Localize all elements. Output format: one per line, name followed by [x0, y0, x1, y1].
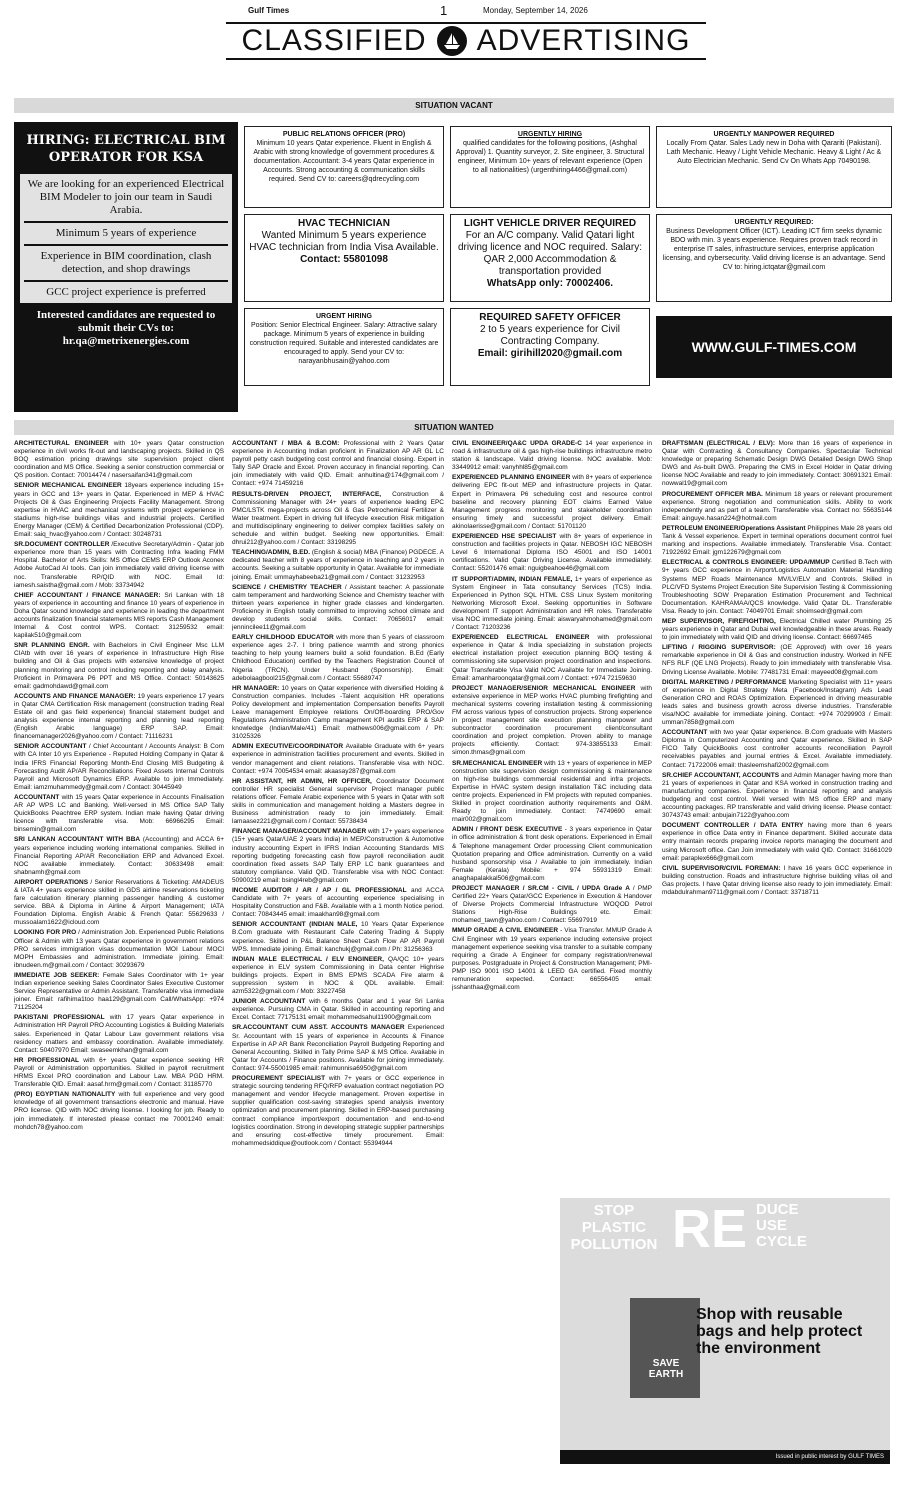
listing-text: / PMP Certified 22+ Years Qatar/GCC Experience in Execution & Handover of Diverse Projects Commercial Infrastructure WOQOD Petrol Stations High-Rise Buildings etc. Email: mohamed_tawn@yahoo.com / Contact: 55697919	[452, 884, 652, 925]
listing-heading: CIVIL SUPERVISOR/CIVIL FOREMAN:	[662, 864, 784, 872]
classified-listing	[662, 729, 892, 769]
listing-heading: SENIOR ACCOUNTANT	[14, 743, 89, 751]
listing-heading: PROJECT MANAGER/SENIOR MECHANICAL ENGINEER	[452, 684, 641, 692]
electrical-engineer-ad	[244, 308, 444, 386]
bim-ad-line: Experience in BIM coordination, clash detection, and shop drawings	[24, 246, 228, 282]
masthead	[226, 22, 706, 60]
listing-text: 1+ years of experience as System Engineer in Tata consultancy Services (TCS) India. Experienced in Python SQL HTML CSS Linux System monitoring Networking Microsoft Excel. Seeking opportunities in Software development IT support Administration and HR roles. Transferable visa NOC immediate joining. Email: aiswaryahmohamed@gmail.com / Contact: 71203236	[452, 575, 652, 632]
classified-listing	[14, 879, 224, 928]
listing-text: with 8+ years of experience in construction and facilities projects in Qatar. NEBOSH IGC NEBOSH Level 6 International Diploma ISO 45001 and ISO 14001 certifications. Valid Qatar Driving License. Available immediately. Contact: 55201476 email: nguigbeahoe46@gmail.com	[452, 533, 652, 573]
manpower-ad-body: Locally From Qatar. Sales Lady new in Doha with Qarariti (Pakistani). Lath Mechanic. Heavy / Light Vehicle Mechanic. Heavy & Light / Ac & Auto Electrician Mechanic. Send Cv On Whats App 70490198.	[666, 140, 882, 165]
masthead-title-right: ADVERTISING	[476, 24, 691, 57]
classified-listing	[662, 440, 892, 489]
duce-use-cycle	[756, 1202, 807, 1250]
listing-text: with 6 months Qatar and 1 year Sri Lanka experience. Pursuing CMA in Qatar. Skilled in accounting reporting and Excel. Contact: 77175131 email: mohammedsahul11900@gmail.com	[232, 998, 444, 1022]
classified-listing	[662, 644, 892, 676]
listing-heading: AIRPORT OPERATIONS	[14, 878, 91, 886]
listing-heading: SR.ACCOUNTANT CUM ASST. ACCOUNTS MANAGER	[232, 1024, 408, 1032]
listing-heading: EXPERIENCED PLANNING ENGINEER	[452, 474, 573, 482]
listing-text: Available Graduate with 6+ years experience in administration facilities procurement and events. Skilled in vendor management and client relations. Transferable visa with NOC. Contact: +974 70054534 email: akaasay287@gmail.com	[232, 743, 444, 775]
classified-listing	[232, 998, 444, 1022]
masthead-title-left: CLASSIFIED	[241, 24, 427, 57]
classified-listing	[14, 743, 224, 792]
listing-heading: PROCUREMENT OFFICER MBA.	[662, 490, 766, 498]
classified-listing	[232, 921, 444, 953]
classified-listing	[14, 972, 224, 1012]
classified-listing	[14, 1014, 224, 1054]
listing-heading: RESULTS-DRIVEN PROJECT, INTERFACE,	[232, 490, 393, 498]
listing-text: 10 years on Qatar experience with diversified Holding & Construction companies. Includes -Talent acquisition HR operations Policy development and implementation Compensation benefits Payroll Leave management Employee relations On/Off-boarding PRO/Gov Regulations Administration Camp management KPI audits ERP & SAP knowledge (Indian/Male/41) Email: mathews006@gmail.com / Ph: 31025326	[232, 684, 444, 741]
safety-officer-ad	[450, 308, 650, 386]
section-situation-wanted: SITUATION WANTED	[14, 420, 894, 435]
classified-listing	[452, 533, 652, 573]
listing-heading: ADMIN / FRONT DESK EXECUTIVE	[452, 826, 565, 834]
bim-operator-ad	[14, 122, 238, 412]
stop-pollution-text: STOP PLASTIC POLLUTION	[570, 1202, 658, 1253]
listing-text: with 8+ years of experience delivering EPC fit-out MEP and infrastructure projects in Qatar. Expert in Primavera P6 scheduling cost and resource control baseline and recovery planning EOT claims Earned Value Management progress monitoring and stakeholder coordination ensuring timely and successful project delivery. Email: akinolaerisse@gmail.com / Contact: 51701120	[452, 474, 652, 530]
listing-text: with professional experience in Qatar & India specializing in substation projects electrical installation project execution planning BOQ testing & commissioning site supervision project coordination and inspections. Qatar Transferable Visa Valid NOC Available for Immediate Joining. Email: amanharoonqatar@gmail.com / Contact: +974 72159630	[452, 634, 652, 682]
classified-listing	[232, 440, 444, 489]
listing-heading: ACCOUNTS AND FINANCE MANAGER:	[14, 692, 138, 700]
driver-ad-contact: WhatsApp only: 70002406.	[486, 278, 614, 289]
wanted-column-1	[14, 440, 224, 1485]
listing-text: 10 Years Qatar Experience B.Com graduate with Restaurant Cafe Catering Trading & Supply experience. Skilled in P&L Balance Sheet Cash Flow AP AR Payroll WPS. Immediate joining. Email: kanchukj@gmail.com / Ph: 31256363	[232, 921, 444, 953]
issue-date: Monday, September 14, 2026	[483, 6, 588, 15]
listing-text: with full experience and very good knowledge of all government transactions electronic and manual. Have PRO license. QID with NOC driving license. I looking for job. Ready to join immediately. If interested please contact me 70001240 email: mohdch78@yahoo.com	[14, 1091, 224, 1131]
listing-heading: PROJECT MANAGER / SR.CM - CIVIL / UPDA Grade A	[452, 884, 633, 892]
driver-ad-title: LIGHT VEHICLE DRIVER REQUIRED	[463, 218, 637, 229]
listing-text: with two year Qatar experience. B.Com graduate with Masters Diploma in Computerized Accounting and Qatar experience. Skilled in SAP FICO Tally QuickBooks cost controller accounts reconciliation Payroll receivables payables and journal entries & Excel. Available immediately. Contact: 71722006 email: thasleemshafi2002@gmail.com	[662, 729, 892, 769]
listing-heading: ACCOUNTANT	[14, 793, 62, 801]
use-text: USE	[756, 1217, 787, 1234]
bdo-ad	[656, 214, 892, 302]
classified-listing	[662, 491, 892, 523]
listing-heading: SR.DOCUMENT CONTROLLER	[14, 541, 112, 549]
listing-heading: INDIAN MALE ELECTRICAL / ELV ENGINEER,	[232, 955, 388, 963]
classified-listing	[14, 541, 224, 590]
classified-listing	[452, 927, 652, 992]
bdo-ad-body: Business Development Officer (ICT). Leading ICT firm seeks dynamic BDO with min. 3 years experience. Requires proven track record in enterprise IT sales, infrastructure services, enterprise application licensing, and cybersecurity. Valid driving license is an advantage. Send CV to: hiring.ictqatar@gmail.com	[662, 228, 886, 271]
classified-listing	[232, 1024, 444, 1073]
manpower-ad	[656, 126, 892, 208]
listing-heading: HR MANAGER:	[232, 684, 282, 692]
safety-ad-title: REQUIRED SAFETY OFFICER	[479, 312, 621, 323]
ship-logo-icon	[437, 26, 467, 56]
listing-heading: ADMIN EXECUTIVE/COORDINATOR	[232, 743, 346, 751]
classified-listing	[14, 642, 224, 691]
listing-heading: ELECTRICAL & CONTROLS ENGINEER: UPDA/MMUP	[662, 559, 832, 567]
re-text: RE	[672, 1199, 748, 1259]
promo-credit: Issued in public interest by GULF TIMES	[560, 1450, 890, 1464]
duce-text: DUCE	[756, 1201, 799, 1218]
urgent-ad-title: URGENTLY HIRING	[517, 131, 583, 138]
listing-text: with Bachelors in Civil Engineer Msc LLM CIAtb with over 16 years of experience in Infrastructure High Rise building and Oil & Gas projects with extensive knowledge of project planning monitoring and control including reporting and delay analysis. Proficient in Primavera P6 PPT and MS Office. Contact: 50143625 email: gadmohdawd@gmail.com	[14, 642, 224, 690]
listing-text: (English & social) MBA (Finance) PGDECE. A dedicated teacher with 8 years of experience in teaching and 2 years in accounts. Seeking a suitable opportunity in Qatar. Available for immediate joining. Email: ummayhabeeba21@gmail.com / Contact: 31232953	[232, 549, 444, 581]
listing-text: Female Sales Coordinator with 1+ year Indian experience seeking Sales Coordinator Sales Executive Customer Service Representative or Admin Assistant. Transferable visa immediate joiner. Email: rafihima1too haa129@gmail.com Call/WhatsApp: +974 71125204	[14, 971, 224, 1012]
listing-heading: MMUP GRADE A CIVIL ENGINEER	[452, 927, 561, 935]
pro-ad-body: Minimum 10 years Qatar experience. Fluent in English & Arabic with strong knowledge of government procedures & documentation. Accountant: 3-4 years Qatar experience in Accounts. Strong accounting & communication skills required. Send CV to: careers@qdrecycling.com	[253, 140, 435, 183]
cycle-text: CYCLE	[756, 1233, 807, 1250]
classified-listing	[14, 929, 224, 969]
listing-heading: SR.MECHANICAL ENGINEER	[452, 759, 545, 767]
listing-text: with extensive experience in MEP works HVAC plumbing firefighting and mechanical systems covering installation testing & commissioning FM across various types of construction projects. Strong experience in project management site execution planning manpower and subcontractor coordination procurement client/consultant coordination and project completion. Proven ability to manage projects efficiently. Contact: 974-33855133 Email: simon.thmas@gmail.com	[452, 684, 652, 757]
wanted-column-2	[232, 440, 444, 1485]
listing-text: 19 years experience 17 years in Qatar CMA Certification Risk management (construction trading Real Estate oil and gas field experience) financial statement budget and analysis experience internal reporting and planning lead reporting (English Arabic language) ERP SAP. Email: financemanager2026@yahoo.com / Contact: 71116231	[14, 692, 224, 741]
classified-listing	[232, 685, 444, 742]
listing-text: 18years experience including 15+ years in GCC and 13+ years in Qatar. Experienced in MEP & HVAC Projects Oil & Gas Engineering Projects Facility Management. Strong expertise in HVAC and mechanical systems with project experience in stadiums high-rise buildings villas and industrial projects. Certified Energy Manager (CEM) & Certified Decarbonization Professional (CDP). Email: saiq_hvac@yahoo.com / Contact: 30248731	[14, 482, 224, 539]
listing-heading: INCOME AUDITOR / AR / AP / GL PROFESSIONAL	[232, 886, 411, 894]
classified-listing	[452, 576, 652, 633]
listing-heading: TEACHING/ADMIN, B.ED.	[232, 549, 312, 557]
classified-listing	[232, 743, 444, 775]
classified-listing	[452, 440, 652, 472]
listing-heading: SCIENCE / CHEMISTRY TEACHER	[232, 583, 345, 591]
listing-text: and Admin Manager having more than 21 years of experiences in Qatar and KSA worked in construction trading and manufacturing companies. Experience in financial reporting and analysis budgeting and cost control. Well versed with MS office ERP and many accounting packages. RP transferable and valid driving license. Please contact: 30743743 email: anbujain7122@yahoo.com	[662, 771, 892, 820]
listing-heading: DOCUMENT CONTROLLER / DATA ENTRY	[662, 822, 808, 830]
listing-text: with 17+ years experience (15+ years Qatar/UAE 2 years India) in MEP/Construction & Automotive industry accounting Expert in IFRS Indian Accounting Standards MIS reporting budgeting forecasting cash flow payroll reconciliation audit coordination fixed assets SAP Tally ERP LC bank guarantees and statutory compliance. Valid QID. Transferable visa with NOC Contact: 50900219 email: bsingl4reb@gmail.com	[232, 828, 444, 884]
classified-listing	[14, 482, 224, 539]
website-banner[interactable]: WWW.GULF-TIMES.COM	[656, 316, 892, 378]
electrical-ad-title: URGENT HIRING	[316, 313, 372, 320]
manpower-ad-title: URGENTLY MANPOWER REQUIRED	[713, 131, 835, 138]
bim-ad-line: Minimum 5 years of experience	[24, 223, 228, 246]
listing-heading: PETROLEUM ENGINEER/Operations Assistant	[662, 524, 808, 532]
listing-text: I have 16 years GCC experience in building construction. Roads and infrastructure highrise building villas oil and Gas projects. I have Qatar driving license also ready to join immediately. Email: mdabdulrahman9711@gmail.com / Contact: 33718711	[662, 864, 892, 896]
classified-listing	[662, 559, 892, 616]
safety-ad-body: 2 to 5 years experience for Civil Contracting Company.	[479, 324, 621, 347]
safety-ad-contact: Email: girihill2020@gmail.com	[477, 348, 623, 359]
listing-text: Construction & Commissioning Manager with 24+ years of experience leading EPC PMC/LSTK mega-projects across Oil & Gas Petrochemical Fertilizer & Water treatment. Expert in driving full lifecycle execution Risk mitigation and multidisciplinary engineering to deliver complex facilities safely on schedule and within budget. Seeking new opportunities. Email: dhrui212@yahoo.com / Contact: 33198295	[232, 490, 444, 547]
listing-text: with 7+ years or GCC experience in strategic sourcing tendering RFQ/RFP evaluation contract negotiation PO management and vendor lifecycle management. Proven expertise in supplier qualification cost-saving strategies spend analysis inventory optimization and procurement planning. Skilled in ERP-based purchasing contract compliance import/export documentation and end-to-end logistics coordination. Strong in developing strategic supplier partnerships and ensuring cost-effective timely procurement. Email: mohammedsiddique@outlook.com / Contact: 55394944	[232, 1075, 444, 1147]
classified-listing	[452, 760, 652, 825]
wanted-column-4	[662, 440, 892, 1170]
classified-listing	[14, 1057, 224, 1089]
listing-text: with 15 years Qatar experience in Accounts Finalisation AR AP WPS LC and Banking. Well-versed in MS Office SAP Tally QuickBooks Peachtree ERP system. Indian male having Qatar driving licence with transferable visa. Mob: 66966295 Email: binsemin@gmail.com	[14, 793, 224, 834]
bim-ad-line: We are looking for an experienced Electrical BIM Modeler to join our team in Saudi Arabia.	[24, 174, 228, 223]
listing-heading: CHIEF ACCOUNTANT / FINANCE MANAGER:	[14, 591, 165, 599]
classified-listing	[14, 794, 224, 834]
classified-listing	[232, 549, 444, 581]
shop-message: Shop with reusable bags and help protect the environment	[696, 1306, 863, 1357]
listing-text: with 6+ years Qatar experience seeking HR Payroll or Administration opportunities. Skilled in payroll recruitment HRMS Excel PRO coordination and Labour Law. MBA PGD HRM. Transferable QID. Email: aasaf.hrm@gmail.com / Contact: 31185770	[14, 1056, 224, 1089]
listing-heading: ARCHITECTURAL ENGINEER	[14, 440, 114, 447]
save-earth-text: SAVE EARTH	[648, 1358, 684, 1380]
listing-text: Philippines Male 28 years old Tank & Vessel experience. Expert in terminal operations document control fuel marking and inspections. Available immediately. Transferable Visa. Contact: 71922692 Email: jgm122679@gmail.com	[662, 524, 892, 557]
bim-ad-title: HIRING: ELECTRICAL BIM OPERATOR FOR KSA	[26, 133, 226, 165]
classified-listing	[232, 778, 444, 827]
listing-heading: SR.CHIEF ACCOUNTANT, ACCOUNTS	[662, 771, 782, 779]
classified-listing	[662, 865, 892, 897]
classified-listing	[452, 826, 652, 883]
listing-text: Electrical Chilled water Plumbing 25 years experience in Qatar and Dubai well knowledgeable in these areas. Ready to join immediately with valid QID and driving license. Contact: 66697465	[662, 617, 892, 642]
classified-listing	[662, 679, 892, 728]
listing-text: (Accounting) and ACCA 6+ years experience including working international companies. Skilled in Financial Reporting AP/AR Reconciliation ERP and Advanced Excel. NOC available immediately. Contact: 30633498 email: shabnamh@gmail.com	[14, 836, 224, 876]
listing-heading: EXPERIENCED ELECTRICAL ENGINEER	[452, 634, 598, 642]
listing-text: and ACCA Candidate with 7+ years of accounting experience specialising in Hospitality Construction and F&B. Available with a 1 month Notice period. Contact: 70843445 email: imaakhan98@gmail.com	[232, 886, 444, 919]
classified-listing	[662, 525, 892, 557]
listing-text: Experienced Sr. Accountant with 15 years of experience in Accounts & Finance Expertise in AP AR Bank Reconciliation Payroll Budgeting Reporting and General Accounting. Skilled in Tally Prime SAP & MS Office. Available in Qatar for Accounts / Finance positions. Available for joining immediately. Contact: 974-55001985 email: rahimunnisa6950@gmail.com	[232, 1024, 444, 1072]
classified-listing	[452, 885, 652, 925]
listing-text: - 3 years experience in Qatar in office administration & front desk operations. Experienced in Email & Telephone management Order processing Client communication Quotation preparing and Office administration. Currently on a valid husband sponsorship visa / Available to join immediately. Indian Female (Kerala) Mobile: + 974 55931319 Email: anaghapalakkal506@gmail.com	[452, 826, 652, 882]
hvac-ad-body: Wanted Minimum 5 years experience HVAC technician from India Visa Available.	[249, 230, 439, 253]
classified-listing	[232, 887, 444, 919]
top-line	[228, 3, 708, 20]
listing-heading: FINANCE MANAGER/ACCOUNT MANAGER	[232, 828, 369, 836]
bim-ad-panel	[20, 174, 232, 303]
classified-listing	[662, 822, 892, 862]
listing-text: with 17 years Qatar experience in Administration HR Payroll PRO Accounting Logistics & Building Materials sales. Experienced in Qatar Labour Law government relations visa residency matters and embassy coordination. Available immediately. Contact: 50407970 Email: swaseemkhan@gmail.com	[14, 1014, 224, 1054]
listing-text: Coordinator Document controller HR specialist General supervisor Project manager public relations officer. Female Arabic experience with 5 years in Qatar with soft skills in communication and management holding a Masters degree in Business administration ready to join immediately. Email: lamaasez221@gmail.com / Contact: 55738434	[232, 777, 444, 826]
classified-listing	[232, 828, 444, 885]
paper-name: Gulf Times	[248, 6, 290, 15]
listing-text: QA/QC 10+ years experience in ELV system Commissioning in Data center Highrise buildings projects. Expert in BMS EPMS SCADA Fire alarm & suppression system in NOC & QDL available. Email: azm5322@gmail.com / Mob: 33227458	[232, 955, 444, 996]
listing-text: / Assistant teacher: A passionate calm temperament and hardworking Science and Chemistry teacher with thirteen years experience in higher grade classes and kindergarten. Proficiency in English totally committed to improving school climate and develop students social skills. Contact: 70656017 email: jennincilee11@gmail.com	[232, 583, 444, 632]
listing-text: / Senior Reservations & Ticketing: AMADEUS & IATA 4+ years experience skilled in GDS airline reservations ticketing fare calculation itinerary planning passenger handling & customer service. BBA & Diploma in Airline & Airport Management; IATA Foundation Diploma. English Arabic & French Qatar: 55629633 / mussoalam1622@icloud.com	[14, 878, 224, 927]
classified-listing	[14, 1091, 224, 1131]
listing-heading: SENIOR ACCOUNTANT (INDIAN MALE,	[232, 921, 362, 929]
listing-heading: ACCOUNTANT	[662, 729, 710, 737]
listing-text: Minimum 18 years or relevant procurement experience. Strong negotiation and communication skills. Ability to work independently and as part of a team. Transferable visa. Contact no: 55635144 Email: ainguye.hasan224@hotmail.com	[662, 490, 892, 522]
listing-heading: ACCOUNTANT / MBA & B.COM:	[232, 440, 344, 447]
classified-listing	[662, 772, 892, 821]
listing-heading: SENIOR MECHANICAL ENGINEER	[14, 482, 125, 490]
driver-ad-body: For an A/C company. Valid Qatari light driving licence and NOC required. Salary: QAR 2,000 Accommodation & transportation provided	[458, 230, 642, 277]
listing-text: Marketing Specialist with 11+ years of experience in Digital Strategy Meta (Facebook/Instagram) Ads Lead Generation CRO and ROAS Optimization. Experienced in driving measurable leads sales and business growth across diverse industries. Transferable visa/NOC available for immediate joining. Contact: +974 70299903 / Email: umman7858@gmail.com	[662, 678, 892, 727]
listing-text: Sri Lankan with 18 years of experience in accounting and finance 10 years of experience in Doha Qatar sound knowledge and experience in leading the department accounts finalization financial statements MIS reports Cash Management Internal & Cost control WPS. Contact: 31259532 email: kapilak510@gmail.com	[14, 591, 224, 640]
listing-text: / Chief Accountant / Accounts Analyst: B Com with CA Inter 10 yrs Experience - Reputed Holding Company in Qatar & India IFRS Financial Reporting Month-End Closing MIS Budgeting & Forecasting Audit AP/AR Reconciliations Fixed Assets Internal Controls Payroll and Microsoft Dynamics ERP. Available to join Immediately. Email: iamzmuhammedy@gmail.com / Contact: 30445949	[14, 743, 224, 791]
reduce-reuse-recycle-ad	[560, 1198, 890, 1464]
electrical-ad-body: Position: Senior Electrical Engineer. Salary: Attractive salary package. Minimum 5 years of experience in building construction required. Suitable and interested candidates are encouraged to apply. Send your CV to: narayanbhusain@yahoo.com	[249, 322, 439, 365]
listing-heading: SRI LANKAN ACCOUNTANT WITH BBA	[14, 836, 143, 844]
listing-heading: EXPERIENCED HSE SPECIALIST	[452, 533, 560, 541]
listing-heading: HR PROFESSIONAL	[14, 1056, 84, 1064]
hvac-ad-contact: Contact: 55801098	[300, 254, 388, 265]
listing-heading: CIVIL ENGINEER/QA&C UPDA GRADE-C	[452, 440, 586, 447]
classified-listing	[14, 440, 224, 480]
listing-heading: LIFTING / RIGGING SUPERVISOR:	[662, 644, 781, 652]
bim-ad-line: GCC project experience is preferred	[46, 286, 206, 298]
classified-listing	[452, 474, 652, 531]
classified-listing	[452, 634, 652, 683]
classified-listing	[14, 592, 224, 641]
listing-text: /Executive Secretary/Admin - Qatar job experience more than 15 years with Contracting Infra leading FMM Hospital. Bachelor of Arts Skills: MS Office CEMS ERP Outlook Aconex Adobe AutoCad AI tools. Can join immediately valid driving license with noc. Transferable RP/QID with NOC. Email Id: iamesh.saistha@gmail.com / Mob: 33734942	[14, 541, 224, 589]
hvac-ad-title: HVAC TECHNICIAN	[297, 218, 391, 229]
classified-listing	[232, 1075, 444, 1148]
listing-heading: IT SUPPORT/ADMIN, INDIAN FEMALE,	[452, 575, 575, 583]
driver-ad	[450, 214, 650, 302]
listing-text: with 13 + years of experience in MEP construction site supervision design commissioning & maintenance on high-rise buildings commercial residential and infra projects. Expertise in HVAC system design installation T&C including data centre projects. Experienced in FM projects with reputed companies. Skilled in project coordination authority requirements and O&M. Ready to join immediately. Contact: 74749690 email: rnair002@gmail.com	[452, 759, 652, 824]
bag-icon	[630, 1298, 700, 1398]
listing-text: with more than 5 years of classroom experience ages 2-7. I bring patience warmth and strong phonics teaching to help young learners build a solid foundation. B.Ed (Early Childhood Education) certified by the Teachers Registration Council of Nigeria (TRCN). Under Husband (Sponsorship). Email: adebolaagbool215@gmail.com / Contact: 55689747	[232, 634, 444, 682]
classified-listing	[232, 584, 444, 633]
hvac-ad	[244, 214, 444, 302]
section-situation-vacant: SITUATION VACANT	[14, 98, 894, 113]
listing-heading: PROCUREMENT SPECIALIST	[232, 1075, 329, 1083]
page-number: 1	[440, 3, 448, 18]
listing-heading: JUNIOR ACCOUNTANT	[232, 998, 310, 1006]
listing-text: Professional with 2 Years Qatar experience in Accounting Indian proficient in Finalization AP AR GL LC payroll petty cash budgeting cost control and financial closing. Expert in Tally SAP Oracle and Excel. Proven accuracy in financial reporting. Can join immediately with valid QID. Email: anhultina@174@gmail.com / Contact: +974 71459216	[232, 440, 444, 488]
listing-heading: SNR PLANNING ENGR.	[14, 642, 94, 650]
listing-heading: DRAFTSMAN (ELECTRICAL / ELV):	[662, 440, 779, 447]
listing-heading: MEP SUPERVISOR, FIREFIGHTING,	[662, 617, 780, 625]
classified-listing	[232, 956, 444, 996]
classified-listing	[232, 491, 444, 548]
listing-heading: PAKISTANI PROFESSIONAL	[14, 1014, 110, 1022]
listing-text: More than 16 years of experience in Qatar with Contracting & Consultancy Companies. Spectacular Technical knowledge or preparing Schematic Design DWG Detailed Design DWG Shop DWG and As-built DWG. Preparing the CMS in Excel Holder in Qatar driving license NOC Available and ready to join immediately. Contact: 30691321 Email: nowwal19@gmail.com	[662, 440, 892, 488]
classified-listing	[14, 693, 224, 742]
listing-text: having more than 6 years experience in office Data entry in Finance department. Skilled accurate data entry maintain records preparing invoice reports managing the document and using Microsoft office. Can Join immediately with valid QID. Contact: 31661029 email: paraplex666@gmail.com	[662, 822, 892, 862]
urgent-ad-body: qualified candidates for the following positions, (Ashghal Approval) 1. Quantity surveyor, 2. Site engineer, 3. Structural engineer, Minimum 10+ years of relevant experience (Open to all nationalities) (urgenthiring4466@gmail.com)	[455, 140, 645, 174]
listing-text: - Visa Transfer. MMUP Grade A Civil Engineer with 19 years experience including extensive project management experience seeking visa transfer to a suitable company requiring a Grade A Engineer for company registration/renewal purposes. Postgraduate in Project & Construction Management; PMI-PMP ISO 9001 ISO 14001 & LEED GA certified. Fixed monthly remuneration expected. Contact: 66556405 email: jsshanthaa@gmail.com	[452, 927, 652, 992]
classified-listing	[14, 836, 224, 876]
listing-heading: HR ASSISTANT, HR ADMIN, HR OFFICER,	[232, 777, 377, 785]
bdo-ad-title: URGENTLY REQUIRED:	[734, 219, 814, 226]
listing-text: 14 year experience in road & infrastructure oil & gas high-rise buildings infrastructure metro station & landscape. Valid driving license. NOC available. Mob: 33449912 email: vanyhhl85@gmail.com	[452, 440, 652, 472]
listing-heading: LOOKING FOR PRO	[14, 929, 79, 937]
listing-heading: IMMEDIATE JOB SEEKER:	[14, 971, 103, 979]
listing-text: (OE Approved) with over 16 years remarkable experience in Oil & Gas and construction industry. Worked in NFE NFS RLF (QE LNG Projects). Ready to join immediately with transferable Visa. Driving License Available. Mobile: 77481731 Email: mayeed08@gmail.com	[662, 644, 892, 676]
classified-listing	[232, 634, 444, 683]
urgent-hiring-ad	[450, 126, 650, 208]
classified-listing	[452, 685, 652, 758]
classified-listing	[662, 618, 892, 642]
bim-ad-footer: Interested candidates are requested to submit their CVs to: hr.qa@metrixenergies.com	[36, 309, 216, 347]
listing-text: with 10+ years Qatar construction experience in civil works fit-out and landscaping projects. Skilled in QS BOQ estimation pricing drawings site supervision project client coordination and MS Office. Seeking a senior construction commercial or QS position. Contact: 70014474 / nasersaifan341@gmail.com	[14, 440, 224, 480]
pro-ad	[244, 126, 444, 208]
listing-text: / Administration Job. Experienced Public Relations Officer & Admin with 13 years Qatar experience in government relations PRO services immigration visas documentation MOI Labour MOCI MOPH Embassies and administration. Immediate joining. Email: ibnudeen.m@gmail.com / Contact: 30293679	[14, 929, 224, 969]
listing-heading: (PRO) EGYPTIAN NATIONALITY	[14, 1091, 119, 1099]
listing-heading: DIGITAL MARKETING / PERFORMANCE	[662, 678, 789, 686]
listing-heading: EARLY CHILDHOOD EDUCATOR	[232, 634, 337, 642]
listing-text: Certified B.Tech with 9+ years GCC experience in Airport/Logistics Automation Material Handling Systems MEP Roads Maintenance MV/LV/ELV and Controls. Skilled in PLC/VFD Systems Project Execution Site Supervision Testing & Commissioning Troubleshooting SOW Preparation Estimation Procurement and Technical Documentation. KAHRAMAA/QCS knowledge. Valid Qatar DL. Transferable Visa. Ready to join. Contact: 74049701 Email: shoimsedr@gmail.com	[662, 559, 892, 615]
pro-ad-title: PUBLIC RELATIONS OFFICER (PRO)	[282, 131, 406, 138]
